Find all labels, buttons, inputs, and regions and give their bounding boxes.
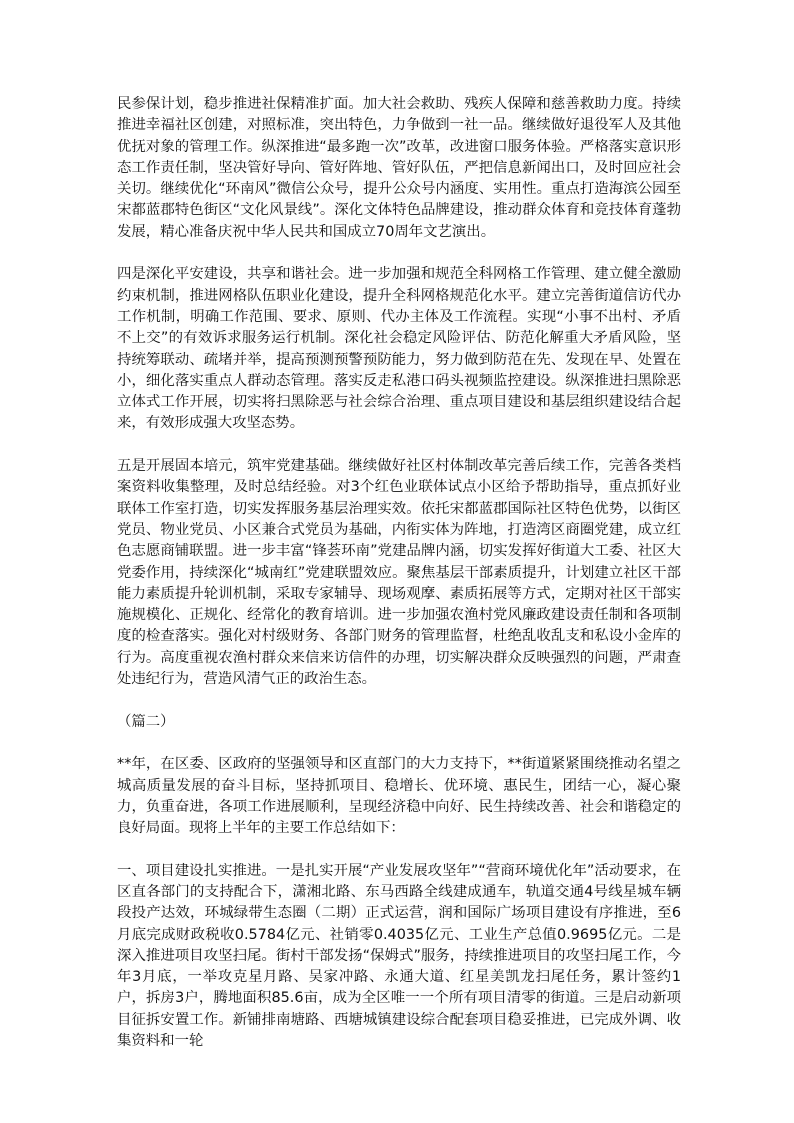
- section-heading: （篇二）: [117, 713, 175, 730]
- document-body: [117, 94, 681, 1052]
- paragraph-gap: [117, 243, 681, 264]
- paragraph-gap: [117, 733, 681, 754]
- paragraph-gap: [117, 435, 681, 456]
- paragraph-public-safety: 四是深化平安建设，共享和谐社会。进一步加强和规范全科网格工作管理、建立健全激励约束机制，推进网格队伍职业化建设，提升全科网格规范化水平。建立完善街道信访代办工作机制，明确工作范围、要求、原则、代办主体及工作流程。实现“小事不出村、矛盾不上交”的有效诉求服务运行机制。深化社会稳定风险评估、防范化解重大矛盾风险，坚持统筹联动、疏堵并举，提高预测预警预防能力，努力做到防范在先、发现在早、处置在小，细化落实重点人群动态管理。落实反走私港口码头视频监控建设。纵深推进扫黑除恶立体式工作开展，切实将扫黑除恶与社会综合治理、重点项目建设和基层组织建设结合起来，有效形成强大攻坚态势。: [117, 266, 681, 432]
- paragraph-gap: [117, 690, 681, 711]
- paragraph-party-building: 五是开展固本培元，筑牢党建基础。继续做好社区村体制改革完善后续工作，完善各类档案资料收集整理，及时总结经验。对3个红色业联体试点小区给予帮助指导，重点抓好业联体工作室打造，切实发挥服务基层治理实效。依托宋都蓝郡国际社区特色优势，以街区党员、物业党员、小区兼合式党员为基础，内衔实体为阵地，打造湾区商圈党建，成立红色志愿商铺联盟。进一步丰富“锋荟环南”党建品牌内涵，切实发挥好街道大工委、社区大党委作用，持续深化“城南红”党建联盟效应。聚焦基层干部素质提升，计划建立社区干部能力素质提升轮训机制，采取专家辅导、现场观摩、素质拓展等方式，定期对社区干部实施规模化、正规化、经常化的教育培训。进一步加强农渔村党风廉政建设责任制和各项制度的检查落实。强化对村级财务、各部门财务的管理监督，杜绝乱收乱支和私设小金库的行为。高度重视农渔村群众来信来访信件的办理，切实解决群众反映强烈的问题，严肃查处违纪行为，营造风清气正的政治生态。: [117, 458, 681, 688]
- paragraph-gap: [117, 839, 681, 860]
- paragraph-introduction: **年，在区委、区政府的坚强领导和区直部门的大力支持下，**街道紧紧围绕推动名望之城高质量发展的奋斗目标，坚持抓项目、稳增长、优环境、惠民生，团结一心，凝心聚力，负重奋进，各项工作进展顺利，呈现经济稳中向好、民生持续改善、社会和谐稳定的良好局面。现将上半年的主要工作总结如下：: [117, 756, 681, 837]
- paragraph-project-construction: 一、项目建设扎实推进。一是扎实开展“产业发展攻坚年”“营商环境优化年”活动要求，在区直各部门的支持配合下，潇湘北路、东马西路全线建成通车，轨道交通4号线星城车辆段投产达效，环城绿带生态圈（二期）正式运营，润和国际广场项目建设有序推进，至6月底完成财政税收0.5784亿元、社销零0.4035亿元、工业生产总值0.9695亿元。二是深入推进项目攻坚扫尾。街村干部发扬“保姆式”服务，持续推进项目的攻坚扫尾工作，今年3月底，一举攻克星月路、吴家冲路、永通大道、红星美凯龙扫尾任务，累计签约1户，拆房3户，腾地面积85.6亩，成为全区唯一一个所有项目清零的街道。三是启动新项目征拆安置工作。新铺排南塘路、西塘城镇建设综合配套项目稳妥推进，已完成外调、收集资料和一轮: [117, 862, 681, 1050]
- paragraph-social-services: 民参保计划，稳步推进社保精准扩面。加大社会救助、残疾人保障和慈善救助力度。持续推进幸福社区创建，对照标准，突出特色，力争做到一社一品。继续做好退役军人及其他优抚对象的管理工作。纵深推进“最多跑一次”改革，改进窗口服务体验。严格落实意识形态工作责任制，坚决管好导向、管好阵地、管好队伍，严把信息新闻出口，及时回应社会关切。继续优化“环南风”微信公众号，提升公众号内涵度、实用性。重点打造海滨公园至宋都蓝郡特色街区“文化风景线”。深化文体特色品牌建设，推动群众体育和竞技体育蓬勃发展，精心准备庆祝中华人民共和国成立70周年文艺演出。: [117, 96, 681, 240]
